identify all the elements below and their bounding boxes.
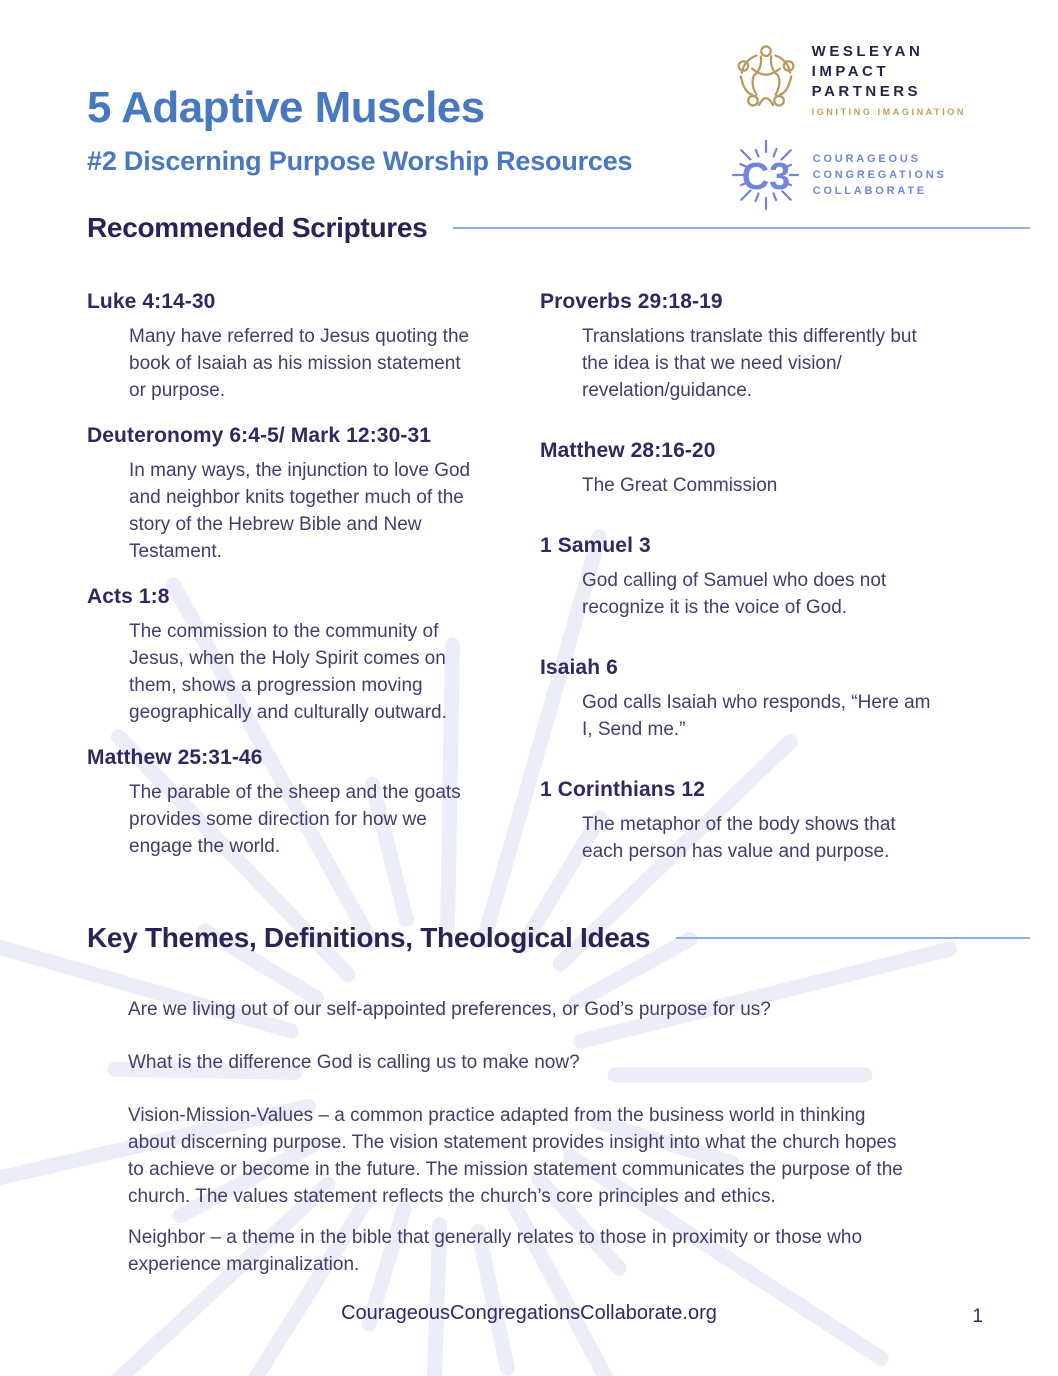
scripture-reference: 1 Corinthians 12 (540, 778, 705, 801)
scriptures-section-heading: Recommended Scriptures (87, 212, 428, 243)
scripture-item (87, 288, 540, 404)
c3-wordmark (813, 151, 947, 199)
page-number: 1 (972, 1306, 983, 1327)
page-subtitle: #2 Discerning Purpose Worship Resources (87, 146, 633, 177)
scriptures-section-heading-row (87, 212, 1030, 244)
wesleyan-tagline: IGNITING IMAGINATION (811, 106, 966, 117)
theme-paragraph: Neighbor – a theme in the bible that generally relates to those in proximity or those who experience marginalization. (128, 1227, 863, 1275)
scripture-description: Many have referred to Jesus quoting the book of Isaiah as his mission statement or purpose. (129, 326, 470, 401)
scripture-item (540, 776, 1030, 865)
themes-paragraphs (128, 996, 910, 1278)
c3-word-2: CONGREGATIONS (812, 169, 947, 181)
scripture-item (87, 422, 540, 565)
c3-word-1: COURAGEOUS (812, 153, 921, 165)
themes-section-heading: Key Themes, Definitions, Theological Ideas (87, 922, 651, 953)
scripture-item (540, 654, 1030, 743)
footer-website-link[interactable]: CourageousCongregationsCollaborate.org (341, 1302, 717, 1324)
c3-mark-text: C3 (741, 156, 790, 198)
heading-divider-line (453, 227, 1030, 229)
scripture-description: God calling of Samuel who does not recognize it is the voice of God. (582, 570, 887, 618)
c3-word-3: COLLABORATE (812, 185, 927, 197)
scripture-description: The metaphor of the body shows that each person has value and purpose. (582, 814, 896, 862)
scripture-reference: Matthew 25:31-46 (87, 746, 263, 769)
c3-starburst-icon (727, 134, 805, 216)
wesleyan-word-2: IMPACT (811, 62, 890, 80)
wesleyan-word-1: WESLEYAN (811, 42, 924, 60)
c3-logo (727, 134, 966, 216)
scripture-description: The commission to the community of Jesus, when the Holy Spirit comes on them, shows a progression moving geographically and culturally outward. (129, 621, 447, 723)
scripture-item (540, 532, 1030, 621)
scripture-column-right (540, 288, 1030, 898)
scripture-description: The parable of the sheep and the goats provides some direction for how we engage the world. (129, 782, 461, 857)
document-header (87, 84, 632, 177)
scripture-description: The Great Commission (582, 475, 778, 496)
scripture-reference: Matthew 28:16-20 (540, 439, 716, 462)
scripture-column-left (87, 288, 540, 898)
scripture-reference: Luke 4:14-30 (87, 290, 216, 313)
scripture-reference: Acts 1:8 (87, 585, 170, 608)
scripture-reference: Proverbs 29:18-19 (540, 290, 723, 313)
scripture-item (87, 583, 540, 726)
scripture-description: God calls Isaiah who responds, “Here am I, Send me.” (582, 692, 931, 740)
scripture-description: In many ways, the injunction to love God and neighbor knits together much of the story of the Hebrew Bible and New Testament. (129, 460, 471, 562)
scripture-description: Translations translate this differently but the idea is that we need vision/ revelation/guidance. (582, 326, 917, 401)
scripture-item (540, 437, 1030, 499)
wesleyan-word-3: PARTNERS (811, 82, 922, 100)
scripture-reference: Deuteronomy 6:4-5/ Mark 12:30-31 (87, 424, 431, 447)
themes-section-heading-row (87, 922, 1030, 954)
theme-paragraph: Vision-Mission-Values – a common practice adapted from the business world in thinking about discerning purpose. The vision statement provides insight into what the church hopes to achieve or become in the future. The mission statement communicates the purpose of the church. The values statement reflects the church’s core principles and ethics. (128, 1105, 903, 1207)
heading-divider-line (676, 937, 1030, 939)
section-key-themes (87, 922, 1030, 1278)
scripture-item (540, 288, 1030, 404)
scripture-reference: 1 Samuel 3 (540, 534, 651, 557)
wesleyan-impact-partners-logo (733, 40, 966, 118)
theme-paragraph: What is the difference God is calling us to make now? (128, 1052, 580, 1073)
theme-paragraph: Are we living out of our self-appointed preferences, or God’s purpose for us? (128, 999, 771, 1020)
scripture-item (87, 744, 540, 860)
wesleyan-wordmark (812, 42, 966, 117)
scripture-columns (87, 288, 1030, 898)
logo-block (733, 40, 966, 216)
wesleyan-people-circle-icon (733, 40, 799, 118)
scripture-reference: Isaiah 6 (540, 656, 618, 679)
page-title: 5 Adaptive Muscles (87, 83, 485, 132)
section-recommended-scriptures (87, 212, 1030, 898)
